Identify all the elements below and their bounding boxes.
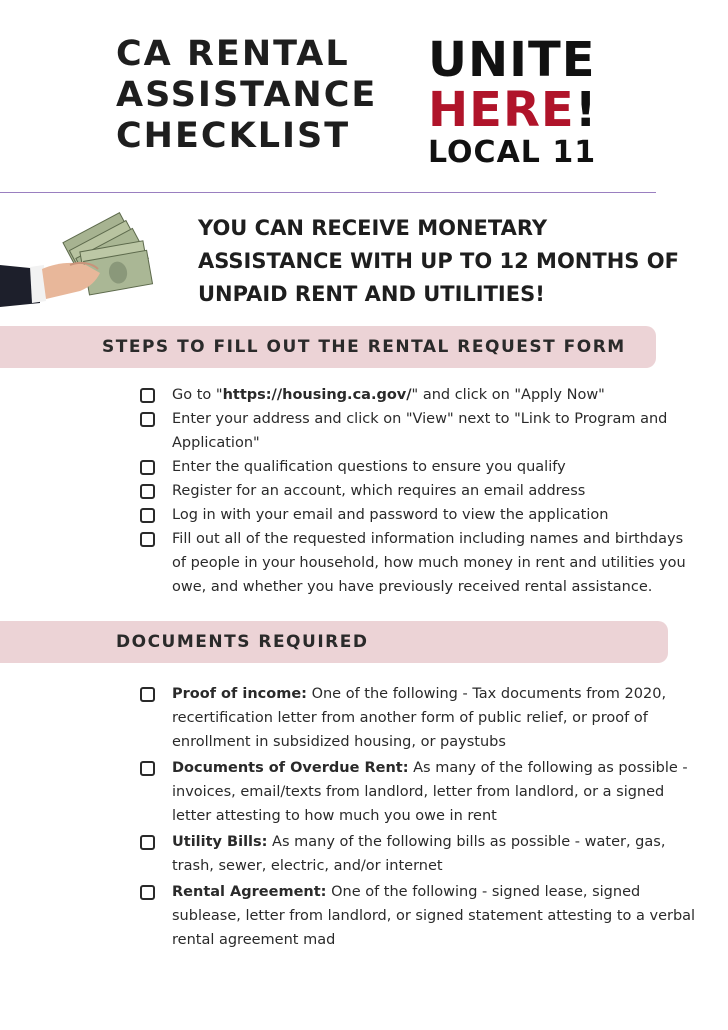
logo-line-3: LOCAL 11 [428,135,597,170]
checkbox[interactable] [140,532,155,547]
checkbox[interactable] [140,484,155,499]
item-label: Proof of income: [172,686,307,702]
documents-section-header [0,621,668,663]
checkbox[interactable] [140,460,155,475]
checkbox[interactable] [140,388,155,403]
title-line: CA RENTAL [116,34,350,74]
item-label: Rental Agreement: [172,884,327,900]
steps-checklist [140,383,700,599]
checkbox[interactable] [140,412,155,427]
page-title [116,34,377,157]
item-text: Enter the qualification questions to ensure you qualify [172,459,566,475]
documents-checklist [140,682,700,954]
item-text: One of the following - signed lease, signed sublease, letter from landlord, or signed statement attesting to a verbal rental agreement mad [172,884,696,948]
logo-word-here: HERE [428,82,575,138]
unite-here-logo [428,32,608,170]
checklist-item [140,407,700,455]
checklist-item [140,527,700,599]
checklist-item [140,503,700,527]
documents-section-title: DOCUMENTS REQUIRED [116,632,369,652]
lead-line: YOU CAN RECEIVE MONETARY [198,216,548,240]
checklist-item [140,880,700,952]
checkbox[interactable] [140,885,155,900]
housing-link[interactable]: https://housing.ca.gov/ [222,387,412,403]
item-text: As many of the following bills as possible - water, gas, trash, sewer, electric, and/or internet [172,834,666,874]
item-text: One of the following - Tax documents from 2020, recertification letter from another form of public relief, or proof of enrollment in subsidized housing, or paystubs [172,686,667,750]
money-in-hand-image [0,203,160,313]
steps-section-title: STEPS TO FILL OUT THE RENTAL REQUEST FORM [102,337,626,357]
checklist-item [140,830,700,878]
item-text: Register for an account, which requires an email address [172,483,586,499]
checkbox[interactable] [140,687,155,702]
item-text: Enter your address and click on "View" next to "Link to Program and Application" [172,411,668,451]
title-line: CHECKLIST [116,116,351,156]
item-text-pre: Go to " [172,387,223,403]
item-label: Utility Bills: [172,834,268,850]
checkbox[interactable] [140,761,155,776]
checklist-item [140,383,700,407]
checklist-item [140,756,700,828]
checkbox[interactable] [140,835,155,850]
item-text: As many of the following as possible - invoices, email/texts from landlord, letter from landlord, or a signed letter attesting to how much you owe in rent [172,760,688,824]
item-text: Log in with your email and password to view the application [172,507,609,523]
steps-section-header [0,326,656,368]
header-divider [0,192,656,193]
item-label: Documents of Overdue Rent: [172,760,409,776]
logo-line-2 [428,82,608,138]
checklist-item [140,455,700,479]
checklist-item [140,479,700,503]
checkbox[interactable] [140,508,155,523]
item-text-post: " and click on "Apply Now" [411,387,605,403]
lead-line: UNPAID RENT AND UTILITIES! [198,282,545,306]
logo-exclamation: ! [574,82,598,138]
item-text: Fill out all of the requested information including names and birthdays of people in your household, how much money in rent and utilities you owe, and whether you have previously received rental assistance. [172,531,686,595]
checklist-item [140,682,700,754]
lead-headline [198,212,698,311]
title-line: ASSISTANCE [116,75,378,115]
logo-line-1: UNITE [428,32,596,88]
lead-line: ASSISTANCE WITH UP TO 12 MONTHS OF [198,249,679,273]
